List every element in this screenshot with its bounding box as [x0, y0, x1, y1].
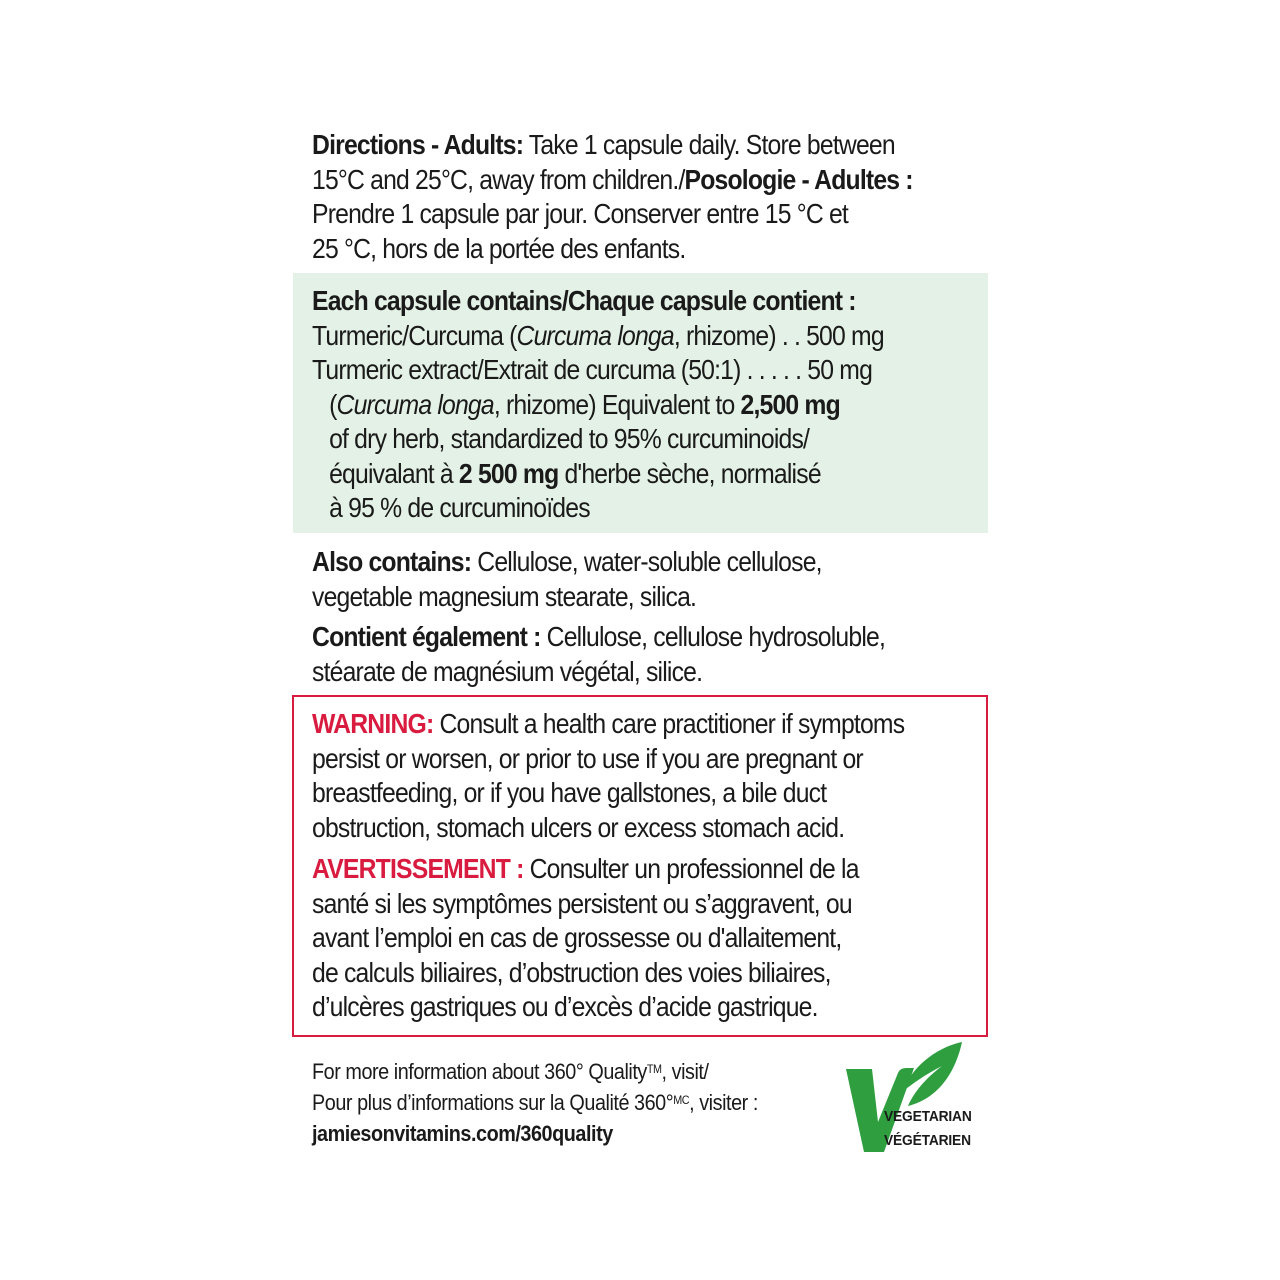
warning-en-line-4: obstruction, stomach ulcers or excess stomach acid. — [312, 811, 845, 843]
also-contains-text-en-2: vegetable magnesium stearate, silica. — [312, 580, 697, 612]
also-contains-label-fr: Contient également : — [312, 621, 541, 652]
directions-label-en: Directions - Adults: — [312, 129, 524, 160]
ingredient-extract-fr-2: à 95 % de curcuminoïdes — [329, 492, 590, 523]
ingredient-turmeric: Turmeric/Curcuma (Curcuma longa, rhizome) . . 500 mg — [312, 319, 884, 351]
ingredient-extract-fr: équivalant à 2 500 mg d'herbe sèche, normalisé — [329, 457, 821, 489]
warning-en-line-3: breastfeeding, or if you have gallstones, a bile duct — [312, 777, 827, 808]
directions-text-fr-2: 25 °C, hors de la portée des enfants. — [312, 232, 686, 264]
footer-info — [312, 1056, 852, 1149]
footer-en: For more information about 360° Quality™, visit/ — [312, 1059, 709, 1084]
warning-fr-line-2: santé si les symptômes persistent ou s’aggravent, ou — [312, 887, 852, 919]
ingredient-extract-standardized: of dry herb, standardized to 95% curcuminoids/ — [329, 423, 810, 454]
also-contains-text-fr-2: stéarate de magnésium végétal, silice. — [312, 655, 703, 687]
directions-label-fr: Posologie - Adultes : — [684, 163, 913, 195]
vegetarian-label-en: VEGETARIAN — [884, 1108, 972, 1125]
footer-url-link[interactable]: jamiesonvitamins.com/360quality — [312, 1121, 613, 1146]
ingredient-turmeric-extract: Turmeric extract/Extrait de curcuma (50:1) . . . . . 50 mg — [312, 354, 873, 385]
footer-fr: Pour plus d’informations sur la Qualité 360°$^{MC}$, visiter : — [312, 1090, 758, 1115]
warning-fr-line-3: avant l’emploi en cas de grossesse ou d'allaitement, — [312, 922, 842, 953]
warning-fr: AVERTISSEMENT : Consulter un professionnel de la santé si les symptômes persistent ou s’aggravent, ou avant l’emploi en cas de grossesse ou d'allaitement, de calculs biliaires, d’obstruction des voies biliaires, d’ulcères gastriques ou d’excès d’acide gastrique. — [312, 852, 1002, 1025]
ingredient-extract-detail: (Curcuma longa, rhizome) Equivalent to 2,500 mg — [329, 388, 840, 420]
vegetarian-label-fr: VÉGÉTARIEN — [884, 1132, 971, 1149]
warning-fr-line-5: d’ulcères gastriques ou d’excès d’acide gastrique. — [312, 991, 818, 1022]
warning-fr-line-4: de calculs biliaires, d’obstruction des voies biliaires, — [312, 956, 831, 988]
directions-text-en-2: 15°C and 25°C, away from children./ — [312, 163, 685, 195]
also-contains-label-en: Also contains: — [312, 546, 472, 577]
directions-text-fr: Prendre 1 capsule par jour. Conserver entre 15 °C et — [312, 198, 848, 229]
warning-en: WARNING: Consult a health care practitioner if symptoms persist or worsen, or prior to use if you are pregnant or breastfeeding, or if you have gallstones, a bile duct obstruction, stomach ulcers or excess stomach acid. — [312, 707, 1002, 845]
warning-label-fr: AVERTISSEMENT : — [312, 853, 524, 884]
warning-en-line-2: persist or worsen, or prior to use if you are pregnant or — [312, 742, 863, 774]
also-contains-en: Also contains: Cellulose, water-soluble cellulose, vegetable magnesium stearate, silica. — [312, 545, 1002, 614]
directions-text-en: Take 1 capsule daily. Store between — [523, 129, 895, 160]
also-contains-fr: Contient également : Cellulose, cellulose hydrosoluble, stéarate de magnésium végétal, silice. — [312, 620, 1002, 689]
directions-section — [312, 128, 1002, 266]
ingredients-heading: Each capsule contains/Chaque capsule contient : — [312, 285, 856, 316]
warning-label-en: WARNING: — [312, 708, 434, 739]
ingredients-section — [312, 284, 1002, 526]
